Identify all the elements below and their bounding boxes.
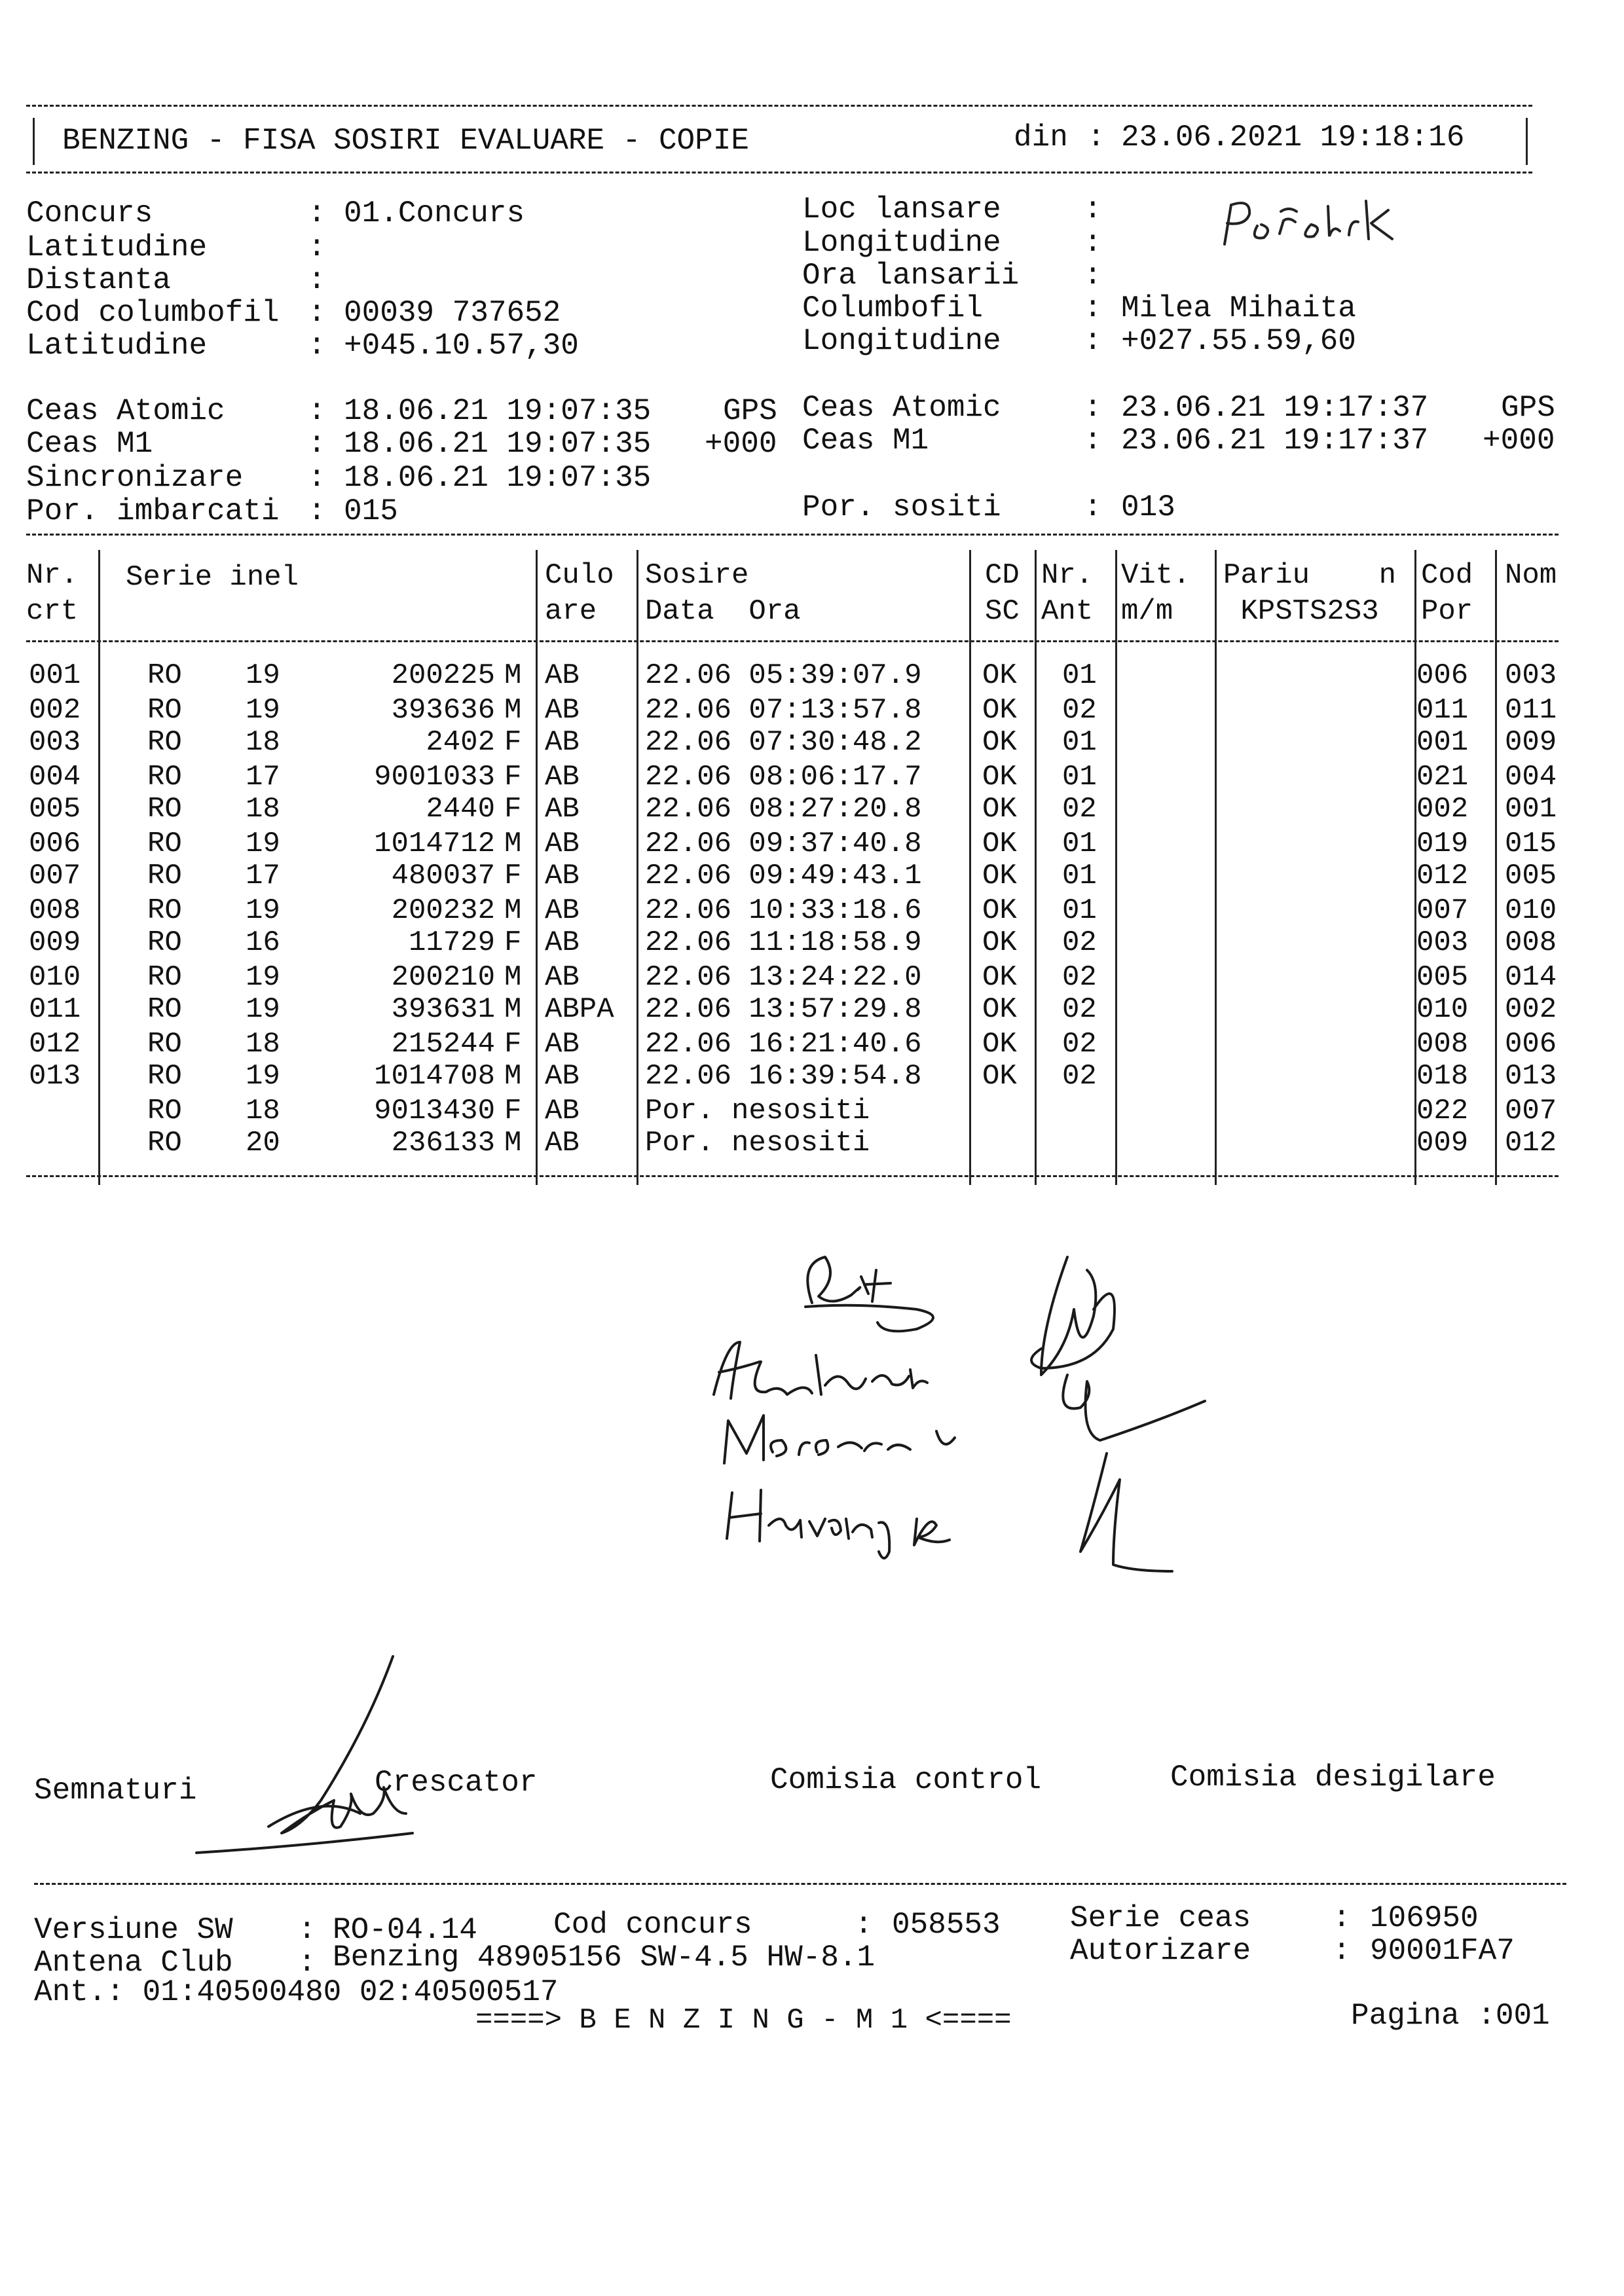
col-sep-codpor [1495,550,1497,1185]
col-header-culoare-2: are [545,595,597,628]
cell-tara: RO [147,860,182,892]
cell-numar: 480037 [391,860,495,892]
col-header-serie: Serie inel [126,561,299,594]
footer-cod-concurs-sep: : [855,1908,873,1942]
footer-versiune-sep: : [298,1913,316,1947]
table-bottom-rule [26,1175,1559,1177]
cell-tara: RO [147,726,182,759]
cell-an: 19 [246,1060,280,1093]
info-right-value-3: Milea Mihaita [1121,291,1356,325]
info-right-sep-2: : [1084,259,1102,293]
cell-ant: 02 [1062,993,1097,1026]
cell-cd: OK [982,694,1017,727]
footer-ant-line: Ant.: 01:40500480 02:40500517 [34,1975,559,2009]
clock-left-label-1: Ceas M1 [26,427,153,461]
cell-cod: 021 [1416,761,1469,793]
clock-left-sep-2: : [308,461,326,495]
footer-page-number: Pagina :001 [1351,1999,1550,2033]
col-sep-sosire [969,550,971,1185]
cell-sosire: 22.06 11:18:58.9 [645,926,922,959]
clock-left-sep-0: : [308,394,326,428]
cell-nr: 001 [29,659,81,692]
cell-cd: OK [982,961,1017,994]
cell-ant: 01 [1062,860,1097,892]
col-header-cd-2: SC [985,595,1020,628]
info-left-label-0: Concurs [26,196,153,230]
header-date-value: 23.06.2021 19:18:16 [1121,120,1465,155]
cell-ant: 02 [1062,961,1097,994]
footer-serie-ceas-value: 106950 [1370,1901,1479,1935]
col-sep-ant [1115,550,1117,1185]
cell-cod: 005 [1416,961,1469,994]
cell-tara: RO [147,993,182,1026]
info-right-label-1: Longitudine [802,226,1001,260]
info-left-label-2: Distanta [26,263,171,297]
col-header-culoare-1: Culo [545,559,614,592]
cell-nr: 007 [29,860,81,892]
cell-nom: 008 [1505,926,1557,959]
cell-numar: 1014708 [374,1060,495,1093]
info-left-sep-4: : [308,329,326,363]
cell-numar: 200232 [391,894,495,927]
clock-right-suffix-1: +000 [1483,424,1555,458]
cell-nom: 011 [1505,694,1557,727]
cell-cd: OK [982,659,1017,692]
footer-antena-value: Benzing 48905156 SW-4.5 HW-8.1 [333,1941,876,1975]
footer-autorizare-value: 90001FA7 [1370,1934,1515,1968]
cell-cod: 001 [1416,726,1469,759]
footer-versiune-value: RO-04.14 [333,1913,477,1947]
cell-tara: RO [147,926,182,959]
info-right-label-3: Columbofil [802,291,984,325]
footer-versiune-label: Versiune SW [34,1913,233,1947]
info-right-sep-0: : [1084,192,1102,227]
document-title: BENZING - FISA SOSIRI EVALUARE - COPIE [62,124,749,158]
footer-cod-concurs-label: Cod concurs [553,1908,752,1942]
cell-sex: M [504,894,522,927]
clock-left-label-2: Sincronizare [26,461,244,495]
col-sep-nr [98,550,100,1185]
cell-cd: OK [982,726,1017,759]
footer-antena-sep: : [298,1946,316,1980]
cell-nr: 005 [29,793,81,826]
info-right-label-0: Loc lansare [802,192,1001,227]
clock-right-value-1: 23.06.21 19:17:37 [1121,424,1429,458]
clock-right-value-2: 013 [1121,490,1175,524]
cell-ant: 02 [1062,1028,1097,1061]
cell-nr: 002 [29,694,81,727]
cell-numar: 1014712 [374,828,495,860]
col-header-ant-1: Nr. [1041,559,1094,592]
cell-culoare: AB [545,926,580,959]
cell-sosire: 22.06 07:13:57.8 [645,694,922,727]
info-right-label-4: Longitudine [802,324,1001,358]
handwritten-location-text [1211,193,1218,194]
cell-an: 19 [246,694,280,727]
header-date-label: din [1014,120,1068,155]
crescator-signature [190,1650,426,1866]
cell-nom: 012 [1505,1127,1557,1159]
cell-sosire: Por. nesositi [645,1095,870,1127]
signature-comisia-desigilare-label: Comisia desigilare [1170,1760,1496,1795]
clock-left-sep-1: : [308,427,326,461]
clock-left-label-3: Por. imbarcati [26,494,280,528]
footer-serie-ceas-sep: : [1333,1901,1351,1935]
col-sep-serie [536,550,538,1185]
cell-culoare: AB [545,1127,580,1159]
col-header-codpor-1: Cod [1421,559,1473,592]
cell-cd: OK [982,1028,1017,1061]
info-left-label-4: Latitudine [26,329,208,363]
cell-nom: 005 [1505,860,1557,892]
clock-left-label-0: Ceas Atomic [26,394,225,428]
cell-numar: 9013430 [374,1095,495,1127]
cell-tara: RO [147,659,182,692]
cell-sosire: 22.06 08:06:17.7 [645,761,922,793]
cell-tara: RO [147,793,182,826]
cell-ant: 02 [1062,793,1097,826]
cell-an: 18 [246,1028,280,1061]
clock-left-value-0: 18.06.21 19:07:35 [344,394,652,428]
cell-nom: 003 [1505,659,1557,692]
col-header-codpor-2: Por [1421,595,1473,628]
cell-tara: RO [147,961,182,994]
cell-sex: M [504,828,522,860]
cell-cod: 010 [1416,993,1469,1026]
cell-numar: 200225 [391,659,495,692]
footer-top-rule [34,1883,1566,1885]
cell-an: 19 [246,659,280,692]
footer-antena-label: Antena Club [34,1946,233,1980]
cell-numar: 215244 [391,1028,495,1061]
cell-tara: RO [147,761,182,793]
cell-ant: 02 [1062,1060,1097,1093]
cell-numar: 9001033 [374,761,495,793]
cell-ant: 01 [1062,726,1097,759]
info-left-value-3: 00039 737652 [344,296,561,330]
footer-autorizare-label: Autorizare [1070,1934,1251,1968]
col-header-sosire-1: Sosire [645,559,749,592]
col-header-pariu-2: KPSTS2S3 [1223,595,1379,628]
header-left-border [33,118,35,165]
col-header-nr-2: crt [26,595,79,628]
cell-sex: F [504,1028,522,1061]
cell-sosire: 22.06 13:57:29.8 [645,993,922,1026]
cell-ant: 01 [1062,894,1097,927]
clock-left-suffix-0: GPS [723,394,777,428]
cell-an: 18 [246,1095,280,1127]
cell-an: 19 [246,828,280,860]
cell-an: 19 [246,961,280,994]
cell-nr: 012 [29,1028,81,1061]
cell-an: 18 [246,726,280,759]
cell-cod: 008 [1416,1028,1469,1061]
cell-nom: 007 [1505,1095,1557,1127]
cell-nom: 010 [1505,894,1557,927]
cell-cod: 018 [1416,1060,1469,1093]
cell-nr: 003 [29,726,81,759]
clock-left-value-1: 18.06.21 19:07:35 [344,427,652,461]
cell-culoare: AB [545,894,580,927]
cell-ant: 01 [1062,659,1097,692]
clock-left-value-3: 015 [344,494,398,528]
cell-cod: 019 [1416,828,1469,860]
col-header-vit-2: m/m [1121,595,1173,628]
clock-left-sep-3: : [308,494,326,528]
info-left-sep-2: : [308,263,326,297]
col-header-cd-1: CD [985,559,1020,592]
cell-culoare: AB [545,961,580,994]
cell-culoare: AB [545,1028,580,1061]
cell-nom: 001 [1505,793,1557,826]
footer-banner: ====> B E N Z I N G - M 1 <==== [475,2004,1012,2037]
committee-signatures [701,1244,1257,1611]
cell-nr: 009 [29,926,81,959]
cell-cd: OK [982,926,1017,959]
cell-tara: RO [147,894,182,927]
col-header-sosire-2: Data Ora [645,595,801,628]
cell-culoare: AB [545,694,580,727]
header-date-sep: : [1087,120,1105,155]
cell-sex: M [504,694,522,727]
cell-nom: 013 [1505,1060,1557,1093]
cell-ant: 01 [1062,761,1097,793]
signatures-label: Semnaturi [34,1774,197,1808]
cell-cd: OK [982,761,1017,793]
cell-tara: RO [147,828,182,860]
clock-right-suffix-0: GPS [1501,391,1555,425]
col-header-vit-1: Vit. [1121,559,1190,592]
cell-nom: 014 [1505,961,1557,994]
cell-sex: F [504,726,522,759]
signature-comisia-control-label: Comisia control [770,1763,1042,1797]
col-header-ant-2: Ant [1041,595,1094,628]
cell-culoare: AB [545,761,580,793]
col-header-nr-1: Nr. [26,559,79,592]
col-sep-culoare [637,550,638,1185]
cell-sex: M [504,1060,522,1093]
cell-numar: 393631 [391,993,495,1026]
cell-culoare: AB [545,828,580,860]
cell-tara: RO [147,1095,182,1127]
info-right-sep-4: : [1084,324,1102,358]
cell-nom: 002 [1505,993,1557,1026]
cell-sex: M [504,1127,522,1159]
cell-sosire: 22.06 09:49:43.1 [645,860,922,892]
info-right-sep-1: : [1084,226,1102,260]
col-sep-cd [1035,550,1037,1185]
cell-culoare: ABPA [545,993,614,1026]
cell-cod: 002 [1416,793,1469,826]
cell-cd: OK [982,793,1017,826]
info-left-label-3: Cod columbofil [26,296,280,330]
cell-an: 19 [246,894,280,927]
clock-left-suffix-1: +000 [705,427,777,461]
cell-cod: 011 [1416,694,1469,727]
cell-culoare: AB [545,860,580,892]
header-bottom-rule [26,172,1532,173]
clock-right-label-1: Ceas M1 [802,424,929,458]
cell-numar: 236133 [391,1127,495,1159]
cell-cd: OK [982,828,1017,860]
cell-sosire: 22.06 13:24:22.0 [645,961,922,994]
clock-right-sep-2: : [1084,490,1102,524]
info-right-label-2: Ora lansarii [802,259,1020,293]
cell-an: 17 [246,761,280,793]
cell-nr: 006 [29,828,81,860]
clock-right-sep-1: : [1084,424,1102,458]
cell-nom: 015 [1505,828,1557,860]
cell-sosire: 22.06 09:37:40.8 [645,828,922,860]
cell-sosire: Por. nesositi [645,1127,870,1159]
handwritten-name-3 [701,1244,709,1245]
cell-nom: 006 [1505,1028,1557,1061]
table-top-rule [26,534,1559,536]
cell-sosire: 22.06 16:39:54.8 [645,1060,922,1093]
col-sep-vit [1215,550,1217,1185]
cell-nom: 004 [1505,761,1557,793]
cell-an: 20 [246,1127,280,1159]
header-top-rule [26,105,1532,107]
info-left-label-1: Latitudine [26,230,208,264]
cell-culoare: AB [545,1095,580,1127]
cell-tara: RO [147,694,182,727]
cell-numar: 393636 [391,694,495,727]
cell-cod: 022 [1416,1095,1469,1127]
cell-culoare: AB [545,659,580,692]
cell-an: 18 [246,793,280,826]
cell-tara: RO [147,1028,182,1061]
cell-sex: F [504,793,522,826]
cell-culoare: AB [545,1060,580,1093]
cell-ant: 01 [1062,828,1097,860]
cell-ant: 02 [1062,926,1097,959]
clock-left-value-2: 18.06.21 19:07:35 [344,461,652,495]
cell-cod: 009 [1416,1127,1469,1159]
footer-cod-concurs-value: 058553 [892,1908,1001,1942]
cell-sosire: 22.06 07:30:48.2 [645,726,922,759]
cell-numar: 11729 [408,926,495,959]
info-left-value-0: 01.Concurs [344,196,525,230]
cell-nr: 013 [29,1060,81,1093]
cell-culoare: AB [545,793,580,826]
cell-ant: 02 [1062,694,1097,727]
clock-right-label-0: Ceas Atomic [802,391,1001,425]
footer-autorizare-sep: : [1333,1934,1351,1968]
cell-sex: F [504,926,522,959]
cell-an: 17 [246,860,280,892]
col-header-pariu-1: Pariu n [1223,559,1397,592]
info-left-sep-3: : [308,296,326,330]
cell-sosire: 22.06 10:33:18.6 [645,894,922,927]
info-left-sep-0: : [308,196,326,230]
cell-numar: 2402 [426,726,495,759]
cell-cd: OK [982,1060,1017,1093]
clock-right-label-2: Por. sositi [802,490,1001,524]
col-header-nom: Nom [1505,559,1557,592]
table-header-rule [26,640,1559,642]
cell-sosire: 22.06 16:21:40.6 [645,1028,922,1061]
cell-cod: 006 [1416,659,1469,692]
cell-an: 16 [246,926,280,959]
cell-nr: 010 [29,961,81,994]
info-right-value-4: +027.55.59,60 [1121,324,1356,358]
cell-sex: M [504,659,522,692]
cell-tara: RO [147,1060,182,1093]
cell-cod: 003 [1416,926,1469,959]
cell-nr: 008 [29,894,81,927]
info-left-value-4: +045.10.57,30 [344,329,579,363]
cell-cd: OK [982,993,1017,1026]
handwritten-location [1211,193,1408,255]
cell-sex: M [504,993,522,1026]
cell-nom: 009 [1505,726,1557,759]
cell-sosire: 22.06 05:39:07.9 [645,659,922,692]
info-left-sep-1: : [308,230,326,264]
cell-sex: F [504,761,522,793]
cell-numar: 2440 [426,793,495,826]
cell-cod: 007 [1416,894,1469,927]
cell-sex: F [504,1095,522,1127]
footer-serie-ceas-label: Serie ceas [1070,1901,1251,1935]
cell-cd: OK [982,894,1017,927]
cell-sosire: 22.06 08:27:20.8 [645,793,922,826]
cell-nr: 004 [29,761,81,793]
clock-right-value-0: 23.06.21 19:17:37 [1121,391,1429,425]
cell-an: 19 [246,993,280,1026]
cell-cod: 012 [1416,860,1469,892]
info-right-sep-3: : [1084,291,1102,325]
cell-sex: M [504,961,522,994]
signature-crescator-label: Crescator [375,1766,538,1800]
clock-right-sep-0: : [1084,391,1102,425]
cell-numar: 200210 [391,961,495,994]
cell-tara: RO [147,1127,182,1159]
cell-culoare: AB [545,726,580,759]
header-right-border [1526,118,1528,165]
cell-nr: 011 [29,993,81,1026]
cell-sex: F [504,860,522,892]
cell-cd: OK [982,860,1017,892]
